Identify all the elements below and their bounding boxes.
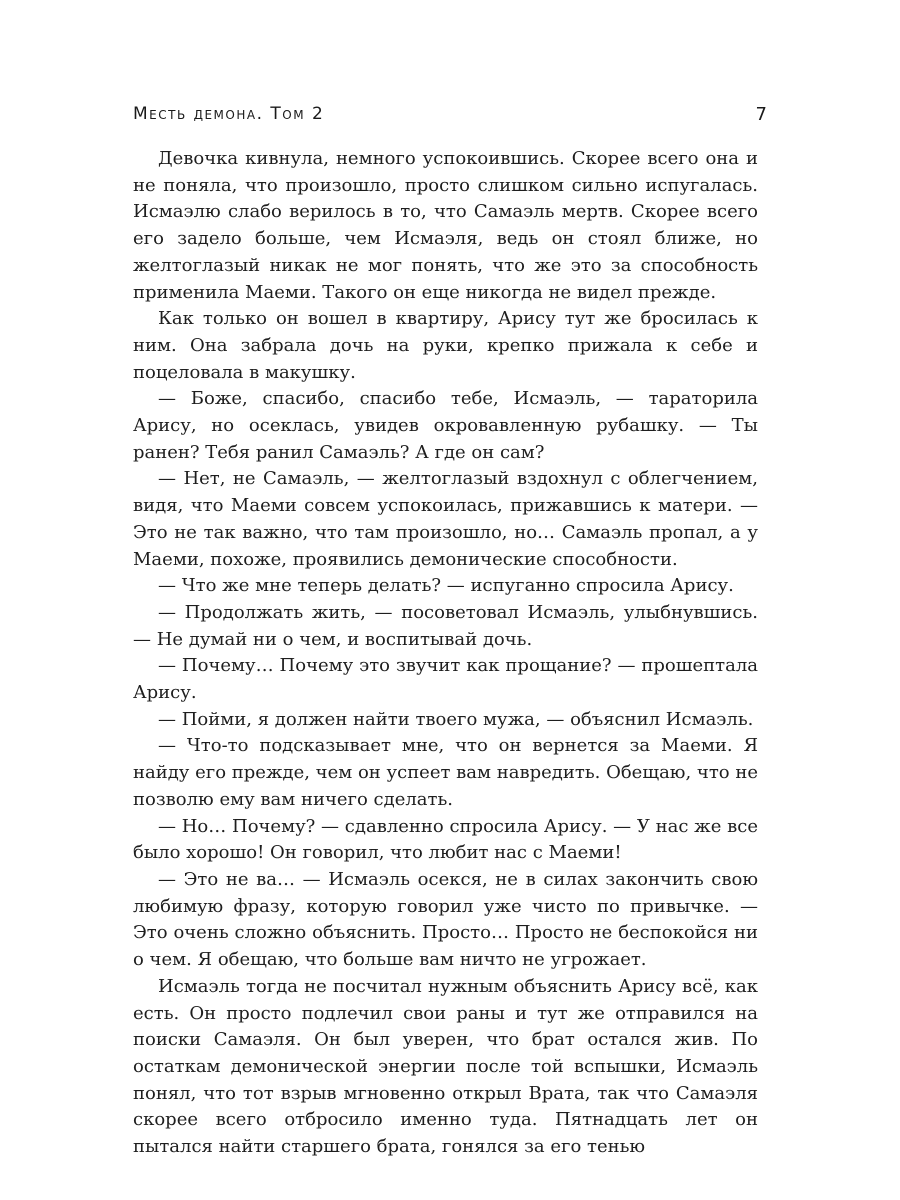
body-text xyxy=(133,146,758,1161)
paragraph: Исмаэль тогда не посчитал нужным объяснить Арису всё, как есть. Он просто подлечил свои раны и тут же отправился на поиски Самаэля. Он был уверен, что брат остался жив. По остаткам демонической энергии после той вспышки, Исмаэль понял, что тот взрыв мгновенно открыл Врата, так что Самаэля скорее всего отбросило именно туда. Пятнадцать лет он пытался найти старшего брата, гонялся за его тенью xyxy=(133,975,758,1158)
paragraph: — Боже, спасибо, спасибо тебе, Исмаэль, — тараторила Арису, но осеклась, увидев окровавленную рубашку. — Ты ранен? Тебя ранил Самаэль? А где он сам? xyxy=(133,388,758,463)
paragraph: Девочка кивнула, немного успокоившись. Скорее всего она и не поняла, что произошло, просто слишком сильно испугалась. Исмаэлю слабо верилось в то, что Самаэль мертв. Скорее всего его задело больше, чем Исмаэля, ведь он стоял ближе, но желтоглазый никак не мог понять, что же это за способность применила Маеми. Такого он еще никогда не видел прежде. xyxy=(133,148,758,303)
running-head-title: Месть демона. Том 2 xyxy=(133,104,325,124)
paragraph: — Пойми, я должен найти твоего мужа, — объяснил Исмаэль. xyxy=(158,708,754,730)
paragraph: — Что же мне теперь делать? — испуганно спросила Арису. xyxy=(158,575,734,597)
paragraph: — Но… Почему? — сдавленно спросила Арису. — У нас же все было хорошо! Он говорил, что любит нас с Маеми! xyxy=(133,815,758,864)
paragraph: — Это не ва… — Исмаэль осекся, не в силах закончить свою любимую фразу, которую говорил уже чисто по привычке. — Это очень сложно объяснить. Просто… Просто не беспокойся ни о чем. Я обещаю, что больше вам ничто не угрожает. xyxy=(133,868,758,971)
paragraph: Как только он вошел в квартиру, Арису тут же бросилась к ним. Она забрала дочь на руки, крепко прижала к себе и поцеловала в макушку. xyxy=(133,308,758,383)
paragraph: — Продолжать жить, — посоветовал Исмаэль, улыбнувшись. — Не думай ни о чем, и воспитывай дочь. xyxy=(133,601,758,650)
paragraph: — Почему… Почему это звучит как прощание? — прошептала Арису. xyxy=(133,655,758,704)
paragraph: — Что-то подсказывает мне, что он вернется за Маеми. Я найду его прежде, чем он успеет вам навредить. Обещаю, что не позволю ему вам ничего сделать. xyxy=(133,735,758,810)
paragraph: — Нет, не Самаэль, — желтоглазый вздохнул с облегчением, видя, что Маеми совсем успокоилась, прижавшись к матери. — Это не так важно, что там произошло, но… Самаэль пропал, а у Маеми, похоже, проявились демонические способности. xyxy=(133,468,758,570)
page-number: 7 xyxy=(755,104,767,125)
